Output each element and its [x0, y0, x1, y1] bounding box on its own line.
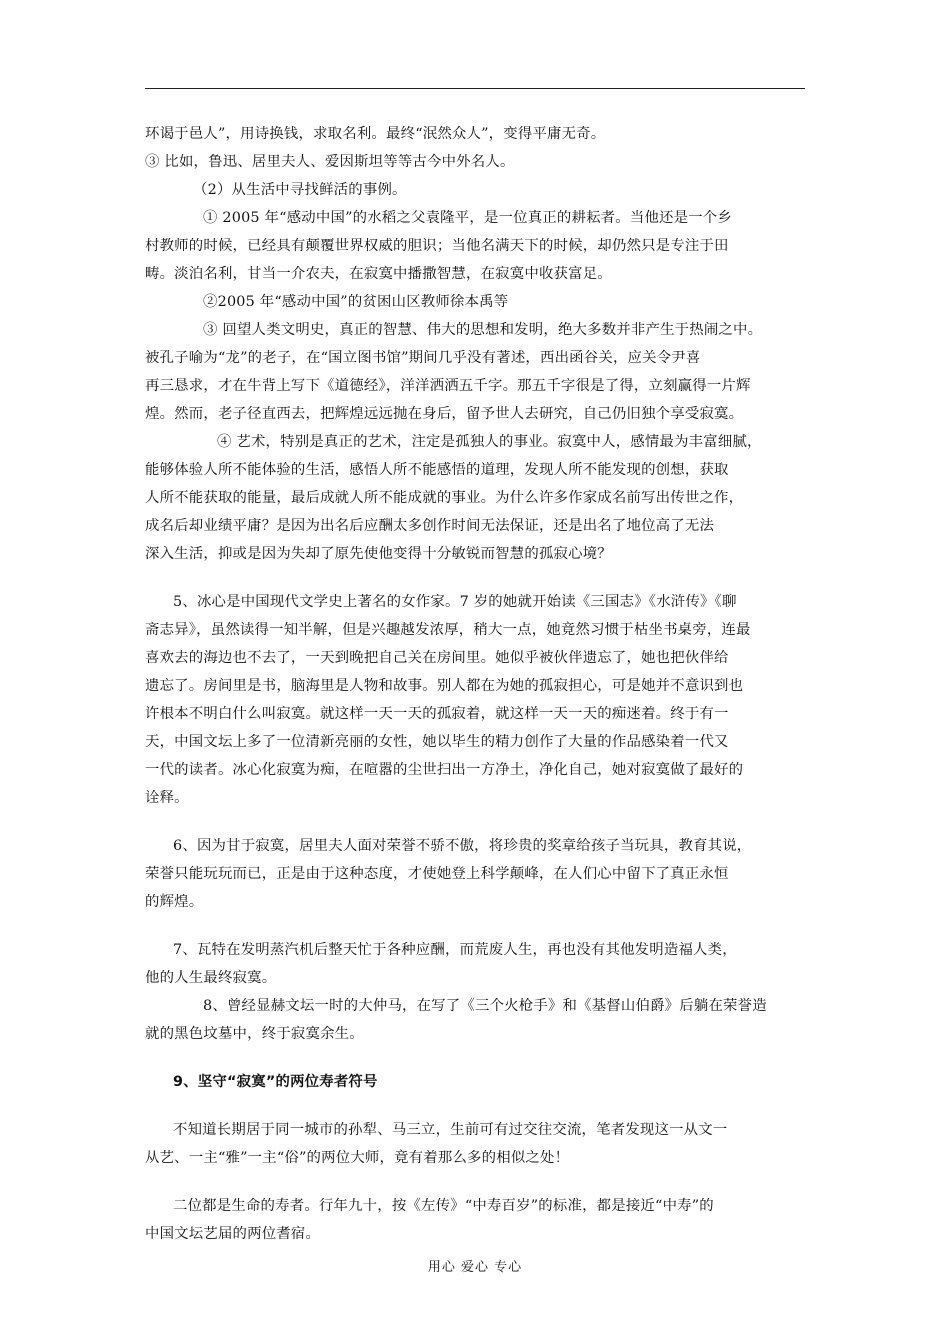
paragraph [145, 316, 807, 344]
paragraph [145, 120, 807, 148]
text-line: 从艺、一主“雅”一主“俗”的两位大师，竟有着那么多的相似之处！ [145, 1150, 570, 1166]
text-line: 8、曾经显赫文坛一时的大仲马，在写了《三个火枪手》和《基督山伯爵》后躺在荣誉造 [203, 998, 767, 1014]
text-line: （2）从生活中寻找鲜活的事例。 [193, 182, 407, 198]
text-line: 他的人生最终寂寞。 [145, 970, 277, 986]
paragraph [145, 1192, 807, 1220]
text-line: 环谒于邑人”，用诗换钱，求取名利。最终“泯然众人”，变得平庸无奇。 [145, 126, 606, 142]
text-line: 村教师的时候，已经具有颠覆世界权威的胆识；当他名满天下的时候，却仍然只是专注于田 [145, 238, 729, 254]
paragraph [145, 1220, 807, 1248]
text-line: 成名后却业绩平庸？是因为出名后应酬太多创作时间无法保证，还是出名了地位高了无法 [145, 518, 715, 534]
text-line: 7、瓦特在发明蒸汽机后整天忙于各种应酬，而荒废人生，再也没有其他发明造福人类， [173, 942, 737, 958]
text-line: 就的黑色坟墓中，终于寂寞余生。 [145, 1026, 364, 1042]
paragraph [145, 428, 807, 456]
text-line: 再三恳求，才在牛背上写下《道德经》，洋洋洒洒五千字。那五千字很是了得，立刻赢得一片辉 [145, 378, 751, 394]
paragraph [145, 832, 807, 860]
text-line: 9、坚守“寂寞”的两位寿者符号 [173, 1074, 378, 1090]
paragraph [145, 232, 807, 288]
paragraph [145, 1020, 807, 1048]
paragraph [145, 1144, 807, 1172]
text-line: 二位都是生命的寿者。行年九十，按《左传》“中寿百岁”的标准，都是接近“中寿”的 [173, 1198, 714, 1214]
paragraph [145, 936, 807, 964]
text-line: 诠释。 [145, 790, 189, 806]
text-line: 喜欢去的海边也不去了，一天到晚把自己关在房间里。她似乎被伙伴遗忘了，她也把伙伴给 [145, 650, 729, 666]
paragraph [145, 992, 807, 1020]
text-line: 煌。然而，老子径直西去，把辉煌远远抛在身后，留予世人去研究，自己仍旧独个享受寂寞。 [145, 406, 744, 422]
paragraph [145, 176, 807, 204]
paragraph [145, 204, 807, 232]
text-line: ②2005 年“感动中国”的贫困山区教师徐本禹等 [203, 294, 509, 310]
text-line: 不知道长期居于同一城市的孙犁、马三立，生前可有过交往交流，笔者发现这一从文一 [173, 1122, 728, 1138]
page-footer: 用心 爱心 专心 [427, 1260, 523, 1275]
paragraph [145, 964, 807, 992]
text-line: 荣誉只能玩玩而已，正是由于这种态度，才使她登上科学颠峰，在人们心中留下了真正永恒 [145, 866, 729, 882]
text-line: 能够体验人所不能体验的生活，感悟人所不能感悟的道理，发现人所不能发现的创想，获取 [145, 462, 729, 478]
text-line: 人所不能获取的能量，最后成就人所不能成就的事业。为什么许多作家成名前写出传世之作， [145, 490, 744, 506]
text-line: ① 2005 年“感动中国”的水稻之父袁隆平，是一位真正的耕耘者。当他还是一个乡 [203, 210, 732, 226]
text-line: 深入生活，抑或是因为失却了原先使他变得十分敏锐而智慧的孤寂心境？ [145, 546, 612, 562]
text-line: 遗忘了。房间里是书，脑海里是人物和故事。别人都在为她的孤寂担心，可是她并不意识到也 [145, 678, 744, 694]
text-line: 许根本不明白什么叫寂寞。就这样一天一天的孤寂着，就这样一天一天的痴迷着。终于有一 [145, 706, 729, 722]
text-line: ③ 比如，鲁迅、居里夫人、爱因斯坦等等古今中外名人。 [145, 154, 515, 170]
paragraph [145, 616, 807, 812]
text-line: ④ 艺术，特别是真正的艺术，注定是孤独人的事业。寂寞中人，感情最为丰富细腻， [217, 434, 762, 450]
text-line: 的辉煌。 [145, 894, 204, 910]
paragraph [145, 344, 807, 428]
text-line: 中国文坛艺届的两位耆宿。 [145, 1226, 321, 1242]
paragraph [145, 1116, 807, 1144]
paragraph [145, 288, 807, 316]
document-body [145, 120, 807, 1248]
text-line: ③ 回望人类文明史，真正的智慧、伟大的思想和发明，绝大多数并非产生于热闹之中。 [203, 322, 763, 338]
paragraph [145, 860, 807, 916]
section-heading [145, 1068, 807, 1096]
text-line: 被孔子喻为“龙”的老子，在“国立图书馆”期间几乎没有著述，西出函谷关，应关令尹喜 [145, 350, 701, 366]
text-line: 斋志异》，虽然读得一知半解，但是兴趣越发浓厚，稍大一点，她竟然习惯于枯坐书桌旁，连最 [145, 622, 751, 638]
text-line: 一代的读者。冰心化寂寞为痴，在喧嚣的尘世扫出一方净土，净化自己，她对寂寞做了最好的 [145, 762, 744, 778]
header-rule [145, 88, 805, 89]
text-line: 畴。淡泊名利，甘当一介农夫，在寂寞中播撒智慧，在寂寞中收获富足。 [145, 266, 612, 282]
text-line: 6、因为甘于寂寞，居里夫人面对荣誉不骄不傲，将珍贵的奖章给孩子当玩具，教育其说， [173, 838, 752, 854]
paragraph [145, 588, 807, 616]
text-line: 5、冰心是中国现代文学史上著名的女作家。7 岁的她就开始读《三国志》《水浒传》《聊 [173, 594, 737, 610]
paragraph [145, 456, 807, 568]
paragraph [145, 148, 807, 176]
text-line: 天，中国文坛上多了一位清新亮丽的女性，她以毕生的精力创作了大量的作品感染着一代又 [145, 734, 729, 750]
